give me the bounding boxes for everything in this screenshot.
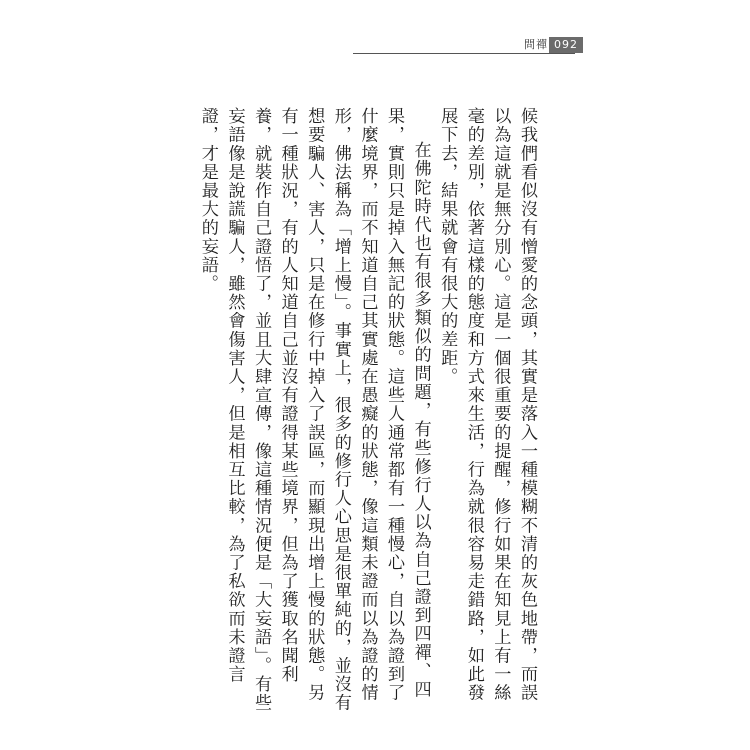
running-header-title: 問禪 xyxy=(524,38,548,51)
paragraph: 在佛陀時代也有很多類似的問題，有些修行人以為自己證到四禪、四果，實則只是掉入無記的狀態。這些人通常都有一種慢心，自以為證到了什麼境界，而不知道自己其實處在愚癡的狀態，像這類未證而以為證的情形，佛法稱為「增上慢」。事實上，很多的修行人心思是很單純的，並沒有想要騙人、害人，只是在修行中掉入了誤區，而顯現出增上慢的狀態。另有一種狀況，有的人知道自己並沒有證得某些境界，但為了獲取名聞利養，就裝作自己證悟了，並且大肆宣傳，像這種情況便是「大妄語」。有些妄語像是說謊騙人，雖然會傷害人，但是相互比較，為了私欲而未證言證，才是最大的妄語。 xyxy=(197,107,431,713)
paragraph-continuation: 候我們看似沒有憎愛的念頭，其實是落入一種模糊不清的灰色地帶，而誤以為這就是無分別心。這是一個很重要的提醒，修行如果在知見上有一絲毫的差別，依著這樣的態度和方式來生活，行為就很容易走錯路，如此發展下去，結果就會有很大的差距。 xyxy=(437,107,537,703)
page-number-badge: 092 xyxy=(549,37,583,53)
header-rule xyxy=(353,53,575,54)
vertical-body-text xyxy=(197,107,540,717)
